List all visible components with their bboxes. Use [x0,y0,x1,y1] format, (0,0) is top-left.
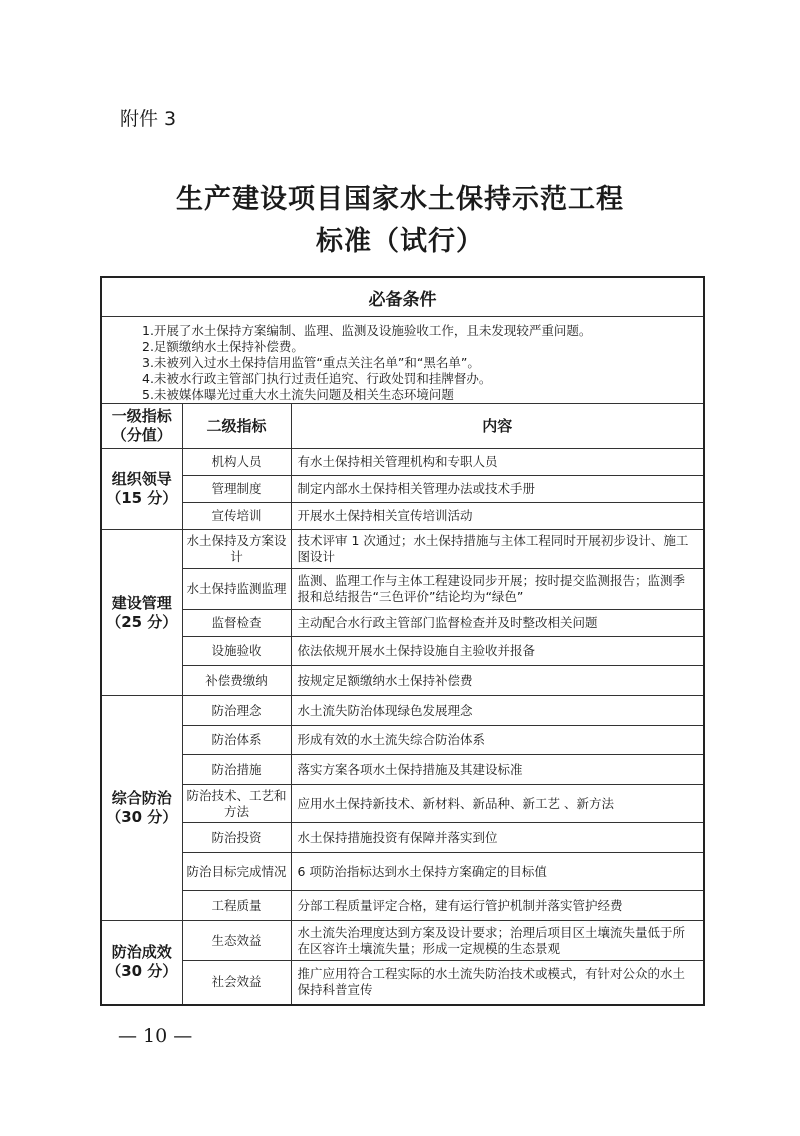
column-header-level2: 二级指标 [182,404,291,449]
table-row [101,891,704,921]
indicator-content: 依法依规开展水土保持设施自主验收并报备 [291,637,704,666]
level2-indicator: 机构人员 [182,449,291,476]
column-header-content: 内容 [291,404,704,449]
table-row [101,921,704,961]
indicator-content: 按规定足额缴纳水土保持补偿费 [291,666,704,696]
level2-indicator: 设施验收 [182,637,291,666]
indicator-content: 落实方案各项水土保持措施及其建设标准 [291,755,704,785]
indicator-content: 主动配合水行政主管部门监督检查并及时整改相关问题 [291,610,704,637]
table-row [101,961,704,1005]
level2-indicator: 防治理念 [182,696,291,726]
indicator-content: 6 项防治指标达到水土保持方案确定的目标值 [291,853,704,891]
document-title-line-2: 标准（试行） [316,226,484,257]
prerequisites-list [102,317,703,403]
indicator-content: 形成有效的水土流失综合防治体系 [291,726,704,755]
level1-indicator [101,530,182,696]
prerequisite-item: 4.未被水行政主管部门执行过责任追究、行政处罚和挂牌督办。 [142,371,492,386]
table-row [101,696,704,726]
page-number: — 10 — [118,1025,193,1047]
level2-indicator: 水土保持监测监理 [182,569,291,610]
table-row [101,569,704,610]
table-row [101,610,704,637]
indicator-content: 有水土保持相关管理机构和专职人员 [291,449,704,476]
indicator-content: 制定内部水土保持相关管理办法或技术手册 [291,476,704,503]
prerequisite-item: 5.未被媒体曝光过重大水土流失问题及相关生态环境问题 [142,387,454,402]
level1-name: 建设管理 [111,593,172,612]
prerequisite-item: 3.未被列入过水土保持信用监管“重点关注名单”和“黑名单”。 [142,355,480,370]
level1-name: 防治成效 [111,943,172,962]
table-row [101,476,704,503]
level1-indicator [101,696,182,921]
indicator-content: 水土流失治理度达到方案及设计要求；治理后项目区土壤流失量低于所在区容许土壤流失量；形成一定规模的生态景观 [291,921,704,961]
indicator-content: 水土保持措施投资有保障并落实到位 [291,823,704,853]
indicator-content: 技术评审 1 次通过；水土保持措施与主体工程同时开展初步设计、施工图设计 [291,530,704,569]
standards-table [100,276,705,1006]
indicator-content: 监测、监理工作与主体工程建设同步开展；按时提交监测报告；监测季报和总结报告“三色评价”结论均为“绿色” [291,569,704,610]
level2-indicator: 防治技术、工艺和方法 [182,785,291,823]
level2-indicator: 防治体系 [182,726,291,755]
level1-name: 组织领导 [111,470,172,488]
table-row [101,726,704,755]
indicator-content: 水土流失防治体现绿色发展理念 [291,696,704,726]
level1-name: 综合防治 [111,789,172,807]
level2-indicator: 防治投资 [182,823,291,853]
level2-indicator: 水土保持及方案设计 [182,530,291,569]
level2-indicator: 管理制度 [182,476,291,503]
level2-indicator: 监督检查 [182,610,291,637]
table-row [101,449,704,476]
level2-indicator: 防治措施 [182,755,291,785]
table-row [101,785,704,823]
level1-score: （15 分） [106,489,178,507]
level2-indicator: 防治目标完成情况 [182,853,291,891]
level1-indicator [101,449,182,530]
level2-indicator: 宣传培训 [182,503,291,530]
table-row [101,503,704,530]
table-row [101,637,704,666]
column-header-level1: 一级指标 （分值） [101,404,182,449]
attachment-label: 附件 3 [120,108,177,130]
column-header-row [101,404,704,449]
table-row [101,666,704,696]
level2-indicator: 社会效益 [182,961,291,1005]
level2-indicator: 补偿费缴纳 [182,666,291,696]
prerequisite-item: 1.开展了水土保持方案编制、监理、监测及设施验收工作，且未发现较严重问题。 [142,323,592,338]
document-title-line-1: 生产建设项目国家水土保持示范工程 [176,184,624,215]
table-row [101,853,704,891]
level1-indicator [101,921,182,1005]
prerequisites-body-row [101,317,704,404]
table-row [101,823,704,853]
level1-score: （30 分） [106,808,178,826]
level1-score: （30 分） [106,962,178,981]
indicator-content: 分部工程质量评定合格，建有运行管护机制并落实管护经费 [291,891,704,921]
prerequisite-item: 2.足额缴纳水土保持补偿费。 [142,339,304,354]
prerequisites-header-row [101,277,704,317]
table-row [101,755,704,785]
indicator-content: 应用水土保持新技术、新材料、新品种、新工艺 、新方法 [291,785,704,823]
table-row [101,530,704,569]
level2-indicator: 工程质量 [182,891,291,921]
indicator-content: 推广应用符合工程实际的水土流失防治技术或模式，有针对公众的水土保持科普宣传 [291,961,704,1005]
level1-score: （25 分） [106,612,178,631]
prerequisites-heading: 必备条件 [101,277,704,317]
level2-indicator: 生态效益 [182,921,291,961]
indicator-content: 开展水土保持相关宣传培训活动 [291,503,704,530]
